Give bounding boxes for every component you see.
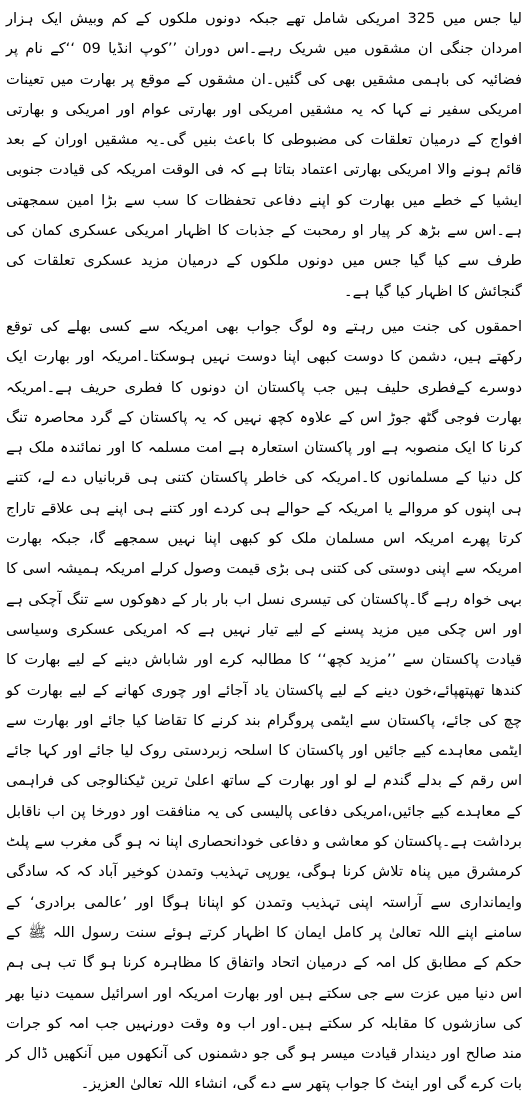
article-paragraph-2: احمقوں کی جنت میں رہتے وہ لوگ جواب بھی امریکہ سے کسی بھلے کی توقع رکھتے ہیں، دشمن کا دوست کبھی اپنا دوست نہیں ہوسکتا۔امریکہ اور بھارت ایک دوسرے کےفطری حلیف ہیں جب پاکستان ان دونوں کا فطری حریف ہے۔امریکہ بھارت فوجی گٹھ جوڑ اس کے علاوہ کچھ نہیں کہ یہ پاکستان کے گرد محاصرہ تنگ کرنا کا ایک منصوبہ ہے اور پاکستان استعارہ ہے امت مسلمہ کا اور نمائندہ ملک ہے کل دنیا کے مسلمانوں کا۔امریکہ کی خاطر پاکستان کتنی ہی قربانیاں دے لے، کتنے ہی اپنوں کو مروالے یا امریکہ کے حوالے ہی کردے اور کتنے ہی اپنے ہی علاقے تاراج کرتا پھرے امریکہ اس مسلمان ملک کو کبھی اپنا نہیں سمجھے گا، جبکہ بھارت امریکہ سے اپنی دوستی کی کتنی ہی بڑی قیمت وصول کرلے امریکہ ہمیشہ اسی کا بہی خواہ رہے گا۔پاکستان کی تیسری نسل اب بار بار کے دھوکوں سے تنگ آچکی ہے اور اس چکی میں مزید پسنے کے لیے تیار نہیں ہے کہ امریکی عسکری وسیاسی قیادت پاکستان سے ’’مزید کچھ‘‘ کا مطالبہ کرے اور شاباش دینے کے لیے بھارت کا کندھا تھپتھپائے،خون دینے کے لیے پاکستان یاد آجائے اور چوری کھانے کے لیے بھارت کو چچ کی جائے، پاکستان سے ایٹمی پروگرام بند کرنے کا تقاضا کیا جائے اور بھارت سے ایٹمی معاہدے کیے جائیں اور پاکستان کا اسلحہ زبردستی روک لیا جائے اور کہا جائے اس رقم کے بدلے گندم لے لو اور بھارت کے ساتھ اعلیٰ ترین ٹیکنالوجی کی فراہمی کے معاہدے کیے جائیں،امریکی دفاعی پالیسی کی یہ منافقت اور دورخا پن اب ناقابل برداشت ہے۔پاکستان کو معاشی و دفاعی خودانحصاری اپنا نہ ہو گی مغرب سے پلٹ کرمشرق میں پناہ تلاش کرنا ہوگی، یورپی تہذیب وتمدن کوخیر آباد کہ کہ سادگی وایمانداری سے آراستہ اپنی تہذیب وتمدن کو اپنانا ہوگا اور ’عالمی برادری‘ کے سامنے اپنے اللہ تعالیٰ پر کامل ایمان کا اظہار کرتے ہوئے سنت رسول اللہ ﷺ کے حکم کے مطابق کل امہ کے درمیان اتحاد واتفاق کا مظاہرہ کرنا ہو گا تب ہی ہم اس دنیا میں عزت سے جی سکتے ہیں اور بھارت امریکہ اور اسرائیل سمیت دنیا بھر کی سازشوں کا مقابلہ کر سکتے ہیں۔اور اب وہ وقت دورنہیں جب امہ کو جرات مند صالح اور دیندار قیادت میسر ہو گی جو دشمنوں کی آنکھوں میں آنکھیں ڈال کر بات کرے گی اور اینٹ کا جواب پتھر سے دے گی، انشاء اللہ تعالیٰ العزیز۔ [6, 317, 522, 1093]
article-paragraph-1: لیا جس میں 325 امریکی شامل تھے جبکہ دونوں ملکوں کے کم وبیش ایک ہزار امردان جنگی ان مشقوں میں شریک رہے۔اس دوران ’’کوپ انڈیا 09 ‘‘کے نام پر فضائیہ کی باہمی مشقیں بھی کی گئیں۔ان مشقوں کے موقع پر بھارت میں تعینات امریکی سفیر نے کہا کہ یہ مشقیں امریکی اور بھارتی عوام اور امریکی و بھارتی افواج کے درمیان تعلقات کی مضبوطی کا باعث بنیں گی۔یہ مشقیں اوران کے بعد قائم ہونے والا امریکی بھارتی اعتماد بتاتا ہے کہ فی الوقت امریکہ کی قیادت جنوبی ایشیا کے خطے میں بھارت کو اپنے دفاعی تحفظات کا سب سے بڑا امین سمجھتی ہے۔اس سے بڑھ کر پیار او رمحبت کے جذبات کا اظہار امریکی عسکری کمان کی طرف سے کیا گیا جس میں دونوں ملکوں کے درمیان مزید عسکری تعلقات کی گنجائش کا اظہار کیا گیا ہے۔ [6, 10, 522, 300]
